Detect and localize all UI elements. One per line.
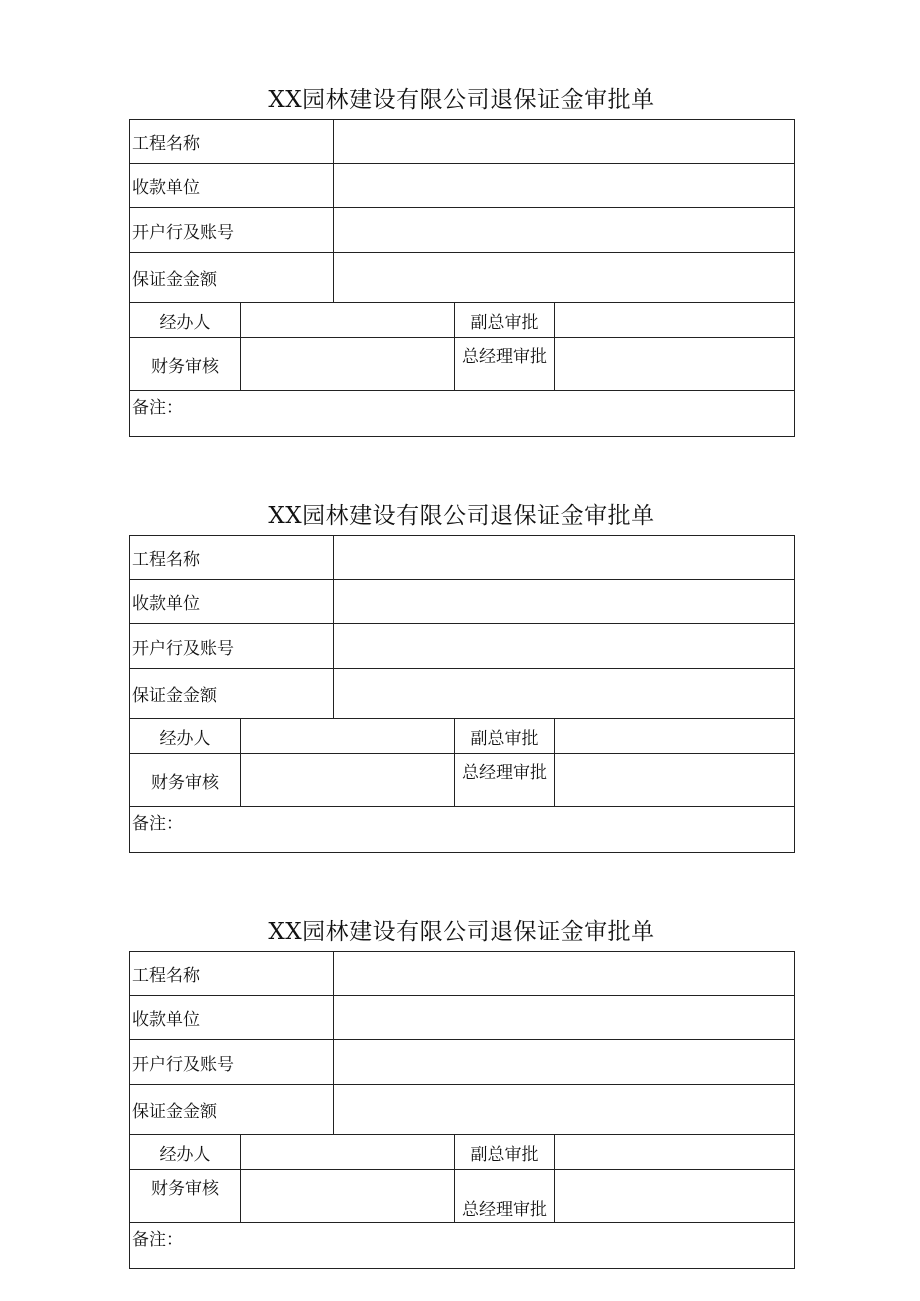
label-project-name: 工程名称 [130, 952, 334, 996]
deputy-gm-approval-field[interactable] [555, 303, 795, 338]
bank-account-field[interactable] [334, 208, 795, 253]
approval-table [129, 119, 795, 437]
label-deputy-gm-approval: 副总审批 [455, 303, 555, 338]
gm-approval-field[interactable] [555, 1170, 795, 1223]
label-finance-review: 财务审核 [130, 754, 241, 807]
label-gm-approval: 总经理审批 [455, 338, 555, 391]
approval-form-3 [129, 919, 794, 1269]
remarks-field[interactable]: 备注： [130, 1223, 795, 1269]
deposit-amount-field[interactable] [334, 253, 795, 303]
label-payee: 收款单位 [130, 580, 334, 624]
finance-review-field[interactable] [241, 754, 455, 807]
label-project-name: 工程名称 [130, 120, 334, 164]
remarks-field[interactable]: 备注： [130, 807, 795, 853]
label-deposit-amount: 保证金金额 [130, 253, 334, 303]
form-title: XX园林建设有限公司退保证金审批单 [268, 87, 655, 113]
project-name-field[interactable] [334, 952, 795, 996]
approval-form-2 [129, 503, 794, 853]
remarks-field[interactable]: 备注： [130, 391, 795, 437]
label-handler: 经办人 [130, 1135, 241, 1170]
finance-review-field[interactable] [241, 338, 455, 391]
payee-field[interactable] [334, 996, 795, 1040]
label-gm-approval: 总经理审批 [455, 754, 555, 807]
handler-field[interactable] [241, 303, 455, 338]
bank-account-field[interactable] [334, 1040, 795, 1085]
label-deputy-gm-approval: 副总审批 [455, 1135, 555, 1170]
gm-approval-field[interactable] [555, 338, 795, 391]
label-payee: 收款单位 [130, 164, 334, 208]
form-title: XX园林建设有限公司退保证金审批单 [268, 919, 655, 945]
label-bank-account: 开户行及账号 [130, 624, 334, 669]
label-bank-account: 开户行及账号 [130, 1040, 334, 1085]
payee-field[interactable] [334, 580, 795, 624]
label-project-name: 工程名称 [130, 536, 334, 580]
label-deputy-gm-approval: 副总审批 [455, 719, 555, 754]
gm-approval-field[interactable] [555, 754, 795, 807]
approval-table [129, 535, 795, 853]
label-finance-review: 财务审核 [130, 338, 241, 391]
label-finance-review: 财务审核 [130, 1170, 241, 1223]
payee-field[interactable] [334, 164, 795, 208]
bank-account-field[interactable] [334, 624, 795, 669]
label-payee: 收款单位 [130, 996, 334, 1040]
deposit-amount-field[interactable] [334, 669, 795, 719]
project-name-field[interactable] [334, 536, 795, 580]
approval-table [129, 951, 795, 1269]
deputy-gm-approval-field[interactable] [555, 719, 795, 754]
deputy-gm-approval-field[interactable] [555, 1135, 795, 1170]
form-title: XX园林建设有限公司退保证金审批单 [268, 503, 655, 529]
label-gm-approval: 总经理审批 [455, 1170, 555, 1223]
label-deposit-amount: 保证金金额 [130, 669, 334, 719]
deposit-amount-field[interactable] [334, 1085, 795, 1135]
label-bank-account: 开户行及账号 [130, 208, 334, 253]
handler-field[interactable] [241, 719, 455, 754]
approval-form-1 [129, 87, 794, 437]
label-handler: 经办人 [130, 719, 241, 754]
finance-review-field[interactable] [241, 1170, 455, 1223]
handler-field[interactable] [241, 1135, 455, 1170]
label-deposit-amount: 保证金金额 [130, 1085, 334, 1135]
project-name-field[interactable] [334, 120, 795, 164]
label-handler: 经办人 [130, 303, 241, 338]
